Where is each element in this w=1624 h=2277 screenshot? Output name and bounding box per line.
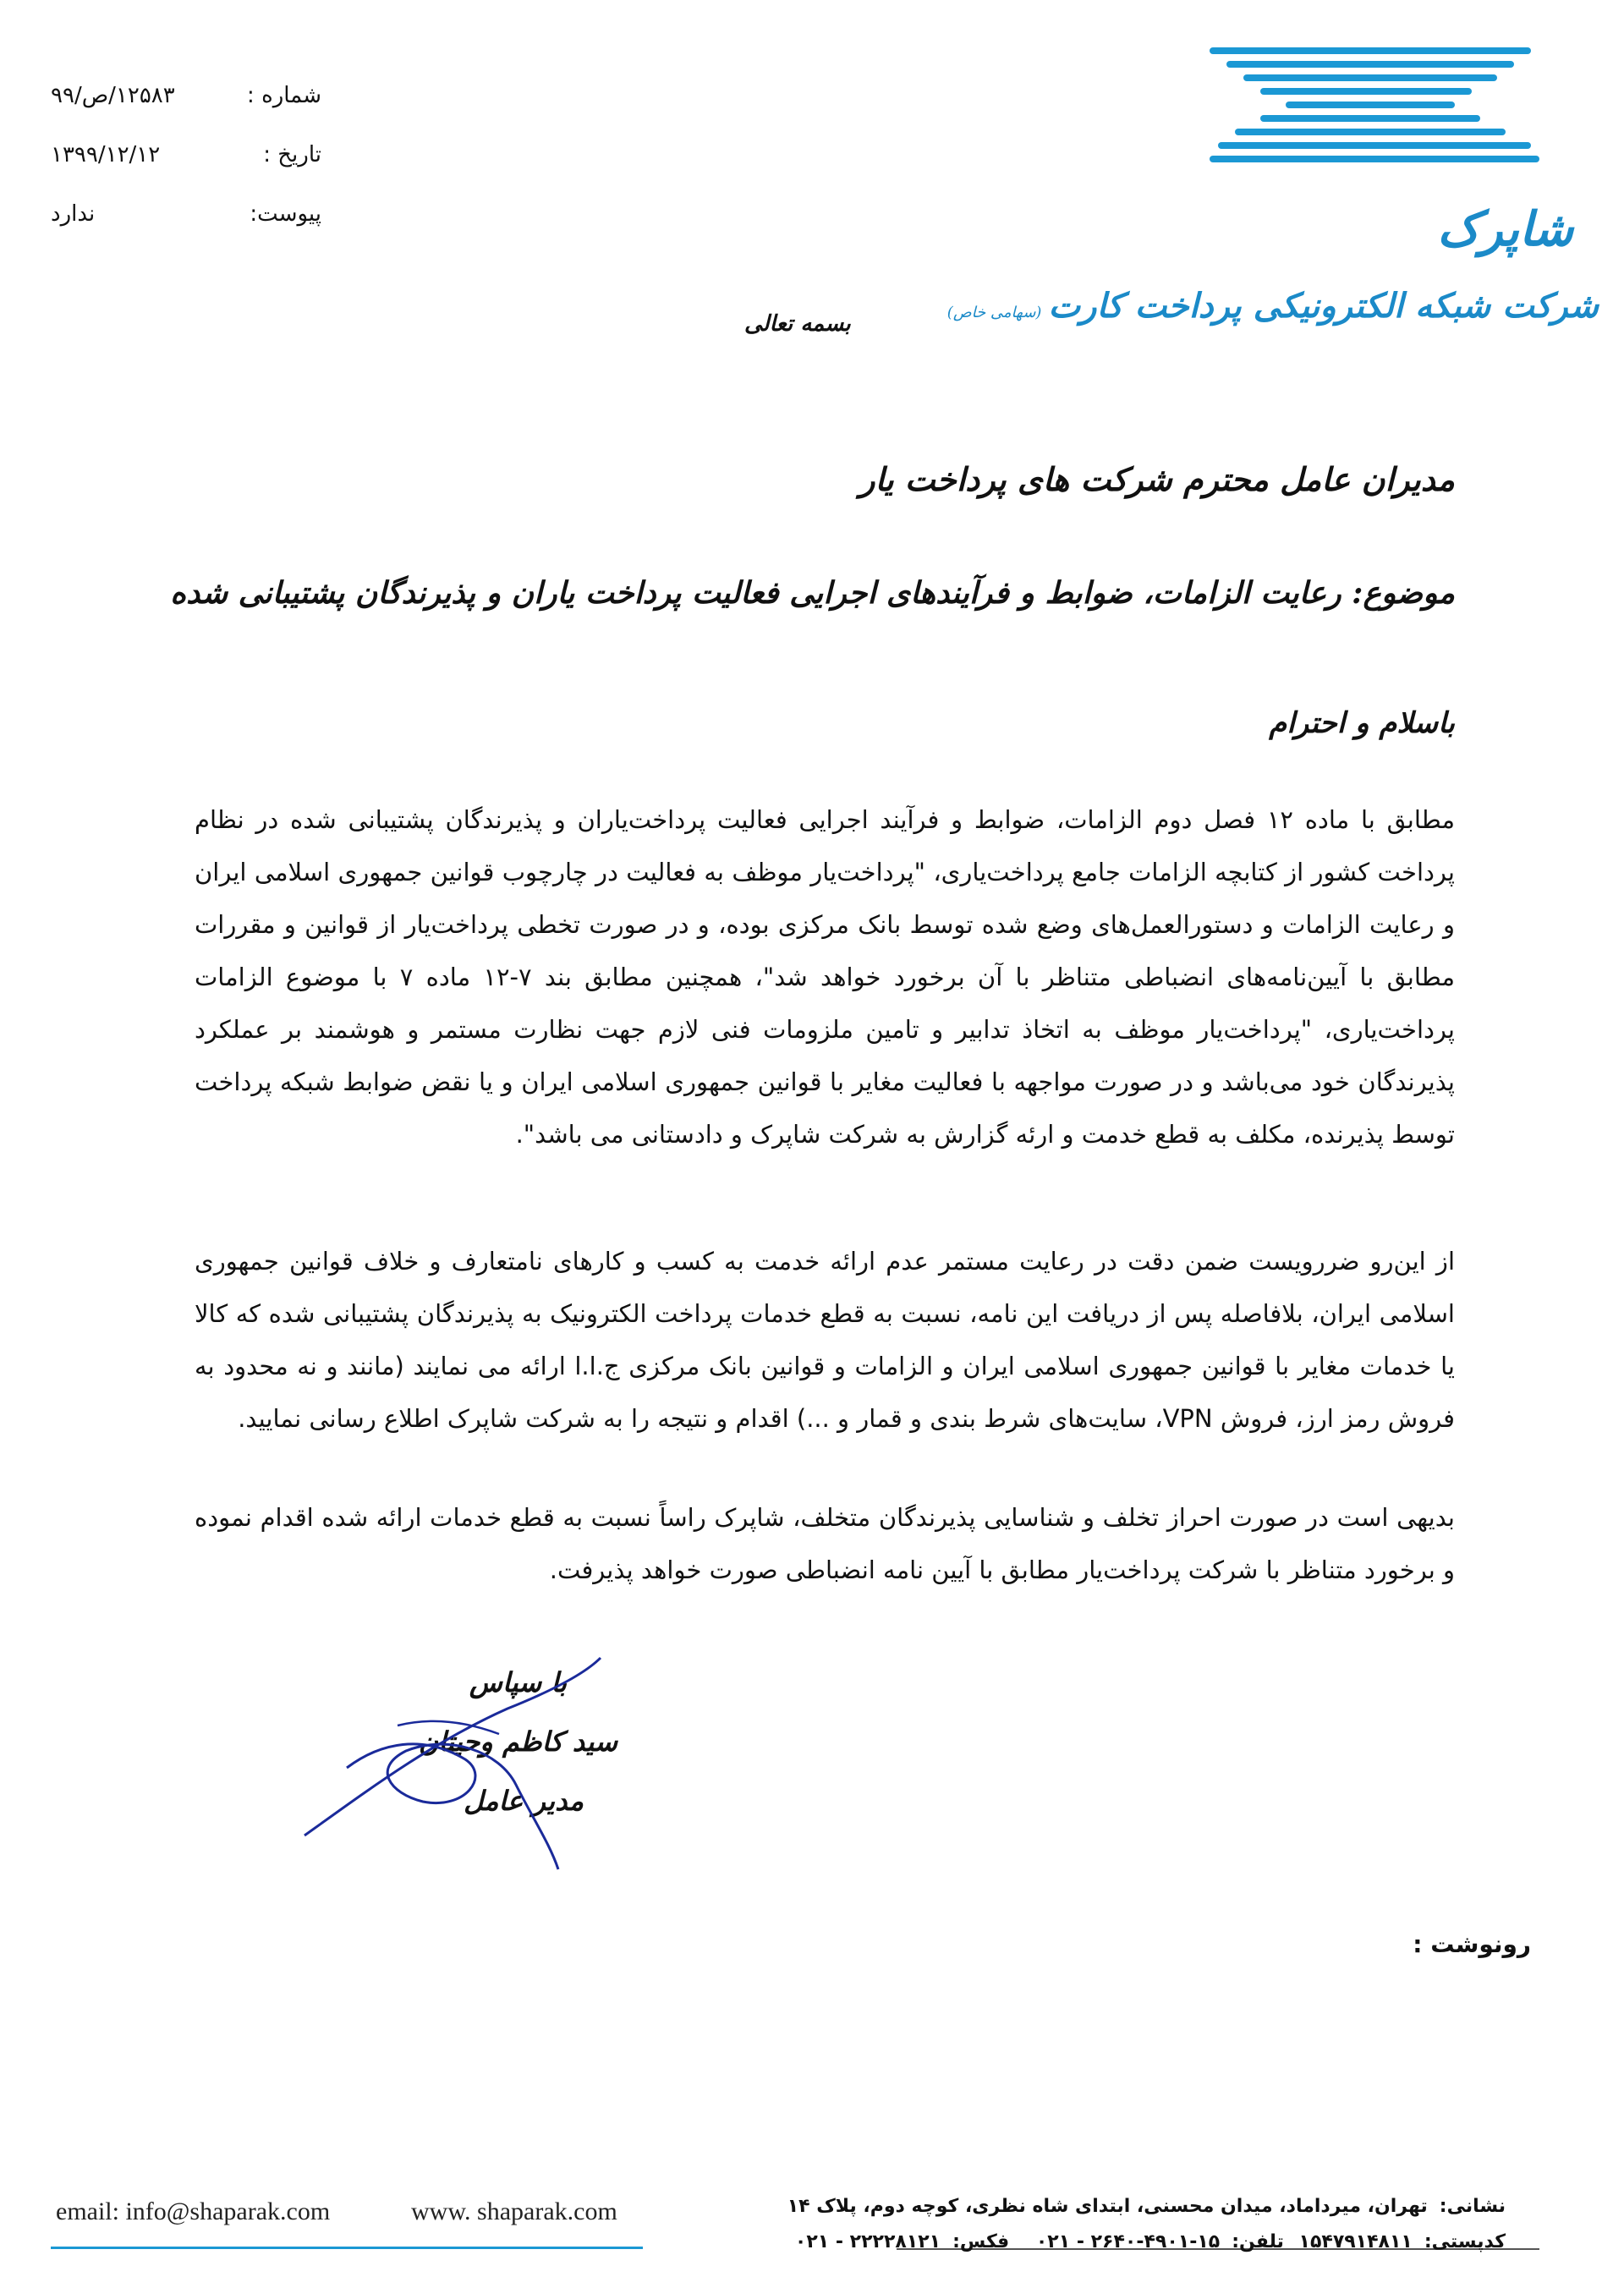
brand-full-name-suffix: (سهامی خاص) xyxy=(946,304,1042,321)
body-paragraph-3: بدیهی است در صورت احراز تخلف و شناسایی پذیرندگان متخلف، شاپرک راساً نسبت به قطع خدمات ارائه شده اقدام نموده و برخورد متناظر با شرکت پرداخت‌یار مطابق با آیین نامه انضباطی صورت خواهد پذیرفت. xyxy=(195,1503,1455,1584)
signature-block xyxy=(296,1641,617,1878)
footer-website[interactable]: www. shaparak.com xyxy=(411,2197,617,2225)
fax-value: ۲۲۲۲۸۱۲۱ - ۰۲۱ xyxy=(794,2231,941,2252)
addressee: مدیران عامل محترم شرکت های پرداخت یار xyxy=(859,460,1455,498)
number-label: شماره : xyxy=(247,83,321,108)
postal-label: کدپستی: xyxy=(1424,2231,1506,2252)
subject-line: موضوع: رعایت الزامات، ضوابط و فرآیندهای اجرایی فعالیت پرداخت یاران و پذیرندگان پشتیبانی شده xyxy=(170,575,1455,611)
brand-short-name: شاپرک xyxy=(1437,201,1573,257)
salutation: باسلام و احترام xyxy=(1269,706,1455,740)
footer-rule-left xyxy=(51,2247,643,2249)
date-value: ۱۳۹۹/۱۲/۱۲ xyxy=(51,142,161,167)
footer-address-block xyxy=(787,2189,1506,2260)
signature-name: سید کاظم وحیتان xyxy=(418,1726,617,1758)
signature-closing: با سپاس xyxy=(469,1666,567,1698)
signature-title: مدیر عامل xyxy=(464,1785,584,1817)
meta-date-row xyxy=(51,142,321,201)
footer-contact-line xyxy=(787,2225,1506,2260)
postal-value: ۱۵۴۷۹۱۴۸۱۱ xyxy=(1298,2231,1413,2252)
brand-full-name xyxy=(947,286,1599,326)
attachment-value: ندارد xyxy=(51,201,96,227)
shaparak-logo xyxy=(946,41,1599,326)
phone-label: تلفن: xyxy=(1232,2231,1284,2252)
handwritten-signature-icon xyxy=(296,1641,617,1878)
logo-wave-lines-icon xyxy=(1210,41,1548,176)
invocation: بسمه تعالی xyxy=(744,311,851,337)
attachment-label: پیوست: xyxy=(250,201,321,227)
address-label: نشانی: xyxy=(1439,2196,1506,2217)
letter-meta xyxy=(51,83,321,261)
brand-full-name-text: شرکت شبکه الکترونیکی پرداخت کارت xyxy=(1048,286,1599,326)
number-value: ۱۲۵۸۳/ص/۹۹ xyxy=(51,83,175,108)
phone-value: ۱۵-۴۹۰۱-۲۶۴۰ - ۰۲۱ xyxy=(1035,2231,1221,2252)
date-label: تاریخ : xyxy=(263,142,321,167)
cc-label: رونوشت : xyxy=(1413,1930,1531,1958)
fax-label: فکس: xyxy=(952,2231,1010,2252)
footer-address-line xyxy=(787,2189,1506,2225)
meta-number-row xyxy=(51,83,321,142)
body-paragraph-2: از این‌رو ضررویست ضمن دقت در رعایت مستمر عدم ارائه خدمت به کسب و کارهای نامتعارف و خلاف قوانین جمهوری اسلامی ایران، بلافاصله پس از دریافت این نامه، نسبت به قطع خدمات پرداخت الکترونیک به پذیرندگان پشتیبانی شده که کالا یا خدمات مغایر با قوانین جمهوری اسلامی ایران و الزامات و قوانین بانک مرکزی ج.ا.ا ارائه می نمایند (مانند و نه محدود به فروش رمز ارز، فروش VPN، سایت‌های شرط بندی و قمار و ...) اقدام و نتیجه را به شرکت شاپرک اطلاع رسانی نمایید. xyxy=(195,1247,1455,1433)
meta-attachment-row xyxy=(51,201,321,261)
body-paragraph-1: مطابق با ماده ۱۲ فصل دوم الزامات، ضوابط و فرآیند اجرایی فعالیت پرداخت‌یاران و پذیرندگان پشتیبانی شده در نظام پرداخت کشور از کتابچه الزامات جامع پرداخت‌یاری، "پرداخت‌یار موظف به فعالیت در چارچوب قوانین جمهوری اسلامی ایران و رعایت الزامات و دستورالعمل‌های وضع شده توسط بانک مرکزی بوده، و در صورت تخطی پرداخت‌یار از قوانین و مقررات مطابق با آیین‌نامه‌های انضباطی متناظر با آن برخورد خواهد شد"، همچنین مطابق بند ۷-۱۲ ماده ۷ با موضوع الزامات پرداخت‌یاری، "پرداخت‌یار موظف به اتخاذ تدابیر و تامین ملزومات فنی لازم جهت نظارت مستمر و هوشمند بر عملکرد پذیرندگان خود می‌باشد و در صورت مواجهه با فعالیت مغایر با قوانین جمهوری اسلامی ایران و یا نقض ضوابط شبکه پرداخت توسط پذیرنده، مکلف به قطع خدمت و ارئه گزارش به شرکت شاپرک و دادستانی می باشد". xyxy=(195,805,1455,1149)
address-value: تهران، میرداماد، میدان محسنی، ابتدای شاه نظری، کوچه دوم، پلاک ۱۴ xyxy=(787,2196,1428,2217)
footer-email[interactable]: email: info@shaparak.com xyxy=(56,2197,331,2225)
